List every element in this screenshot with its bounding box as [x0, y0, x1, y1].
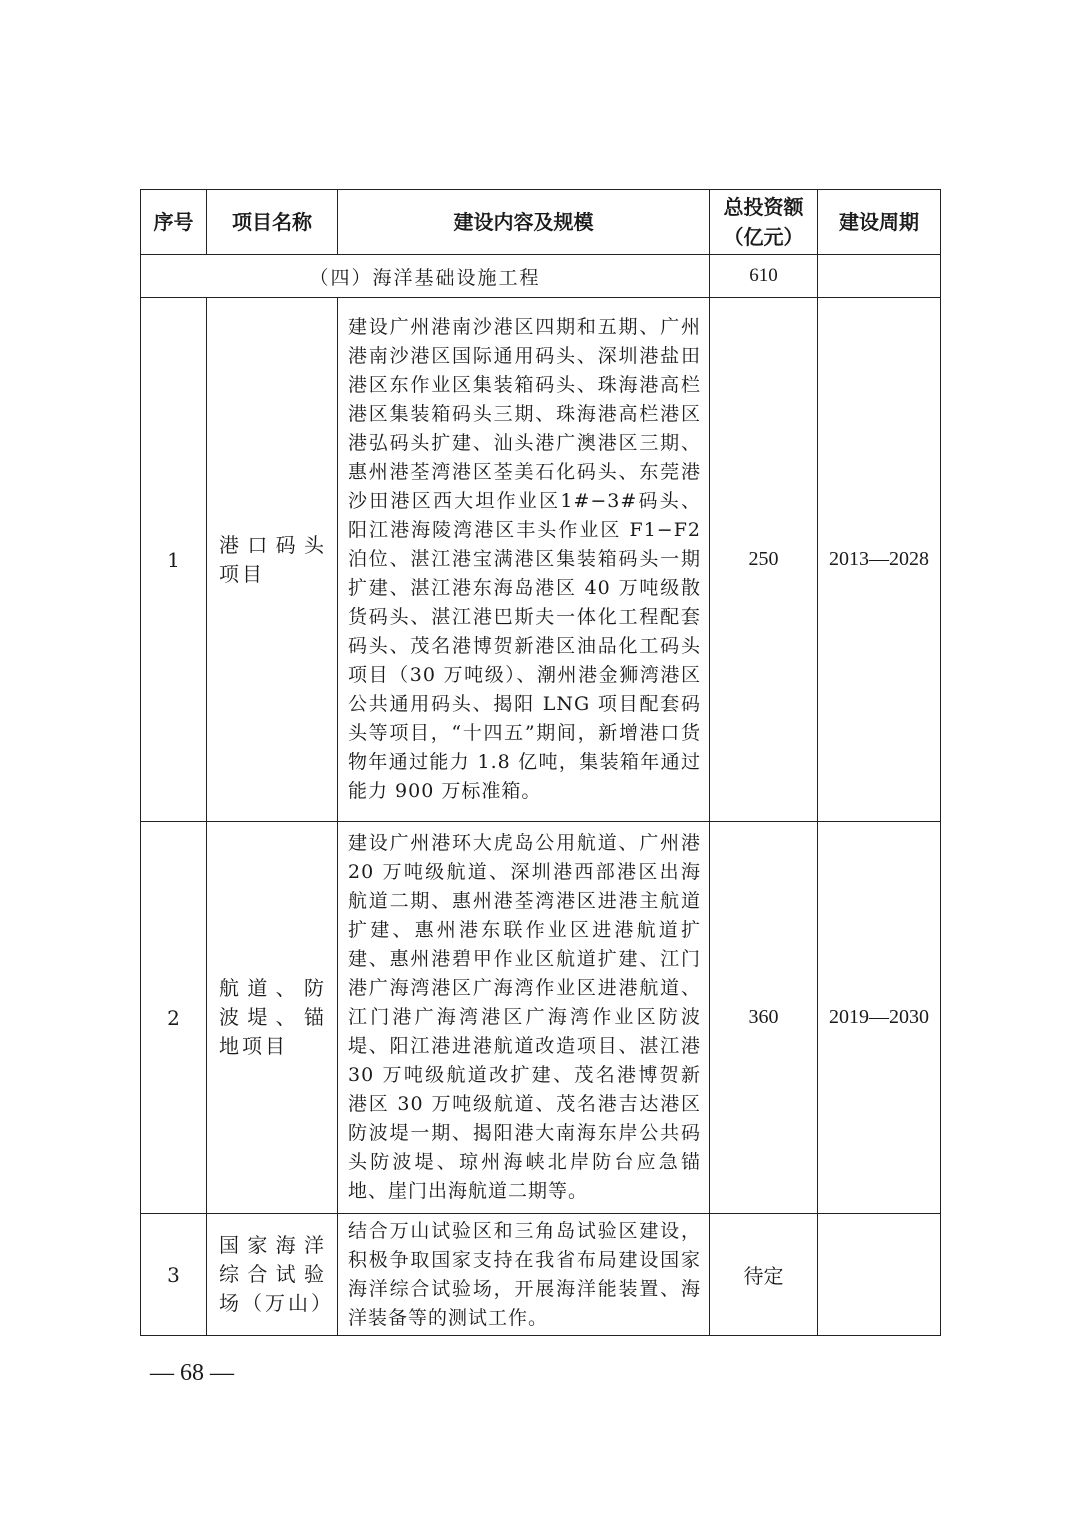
row-investment: 360: [710, 822, 818, 1214]
header-name: 项目名称: [207, 190, 338, 255]
row-seq: 2: [141, 822, 207, 1214]
row-period: 2013—2028: [818, 298, 941, 822]
row-name: 国家海洋综合试验场（万山）: [207, 1214, 338, 1336]
project-table: [140, 189, 941, 1336]
row-investment: 待定: [710, 1214, 818, 1336]
row-name: 港口码头项目: [207, 298, 338, 822]
table-row: [141, 1214, 941, 1336]
row-period: [818, 1214, 941, 1336]
row-seq: 3: [141, 1214, 207, 1336]
section-row: [141, 255, 941, 298]
header-content: 建设内容及规模: [338, 190, 710, 255]
row-name: 航道、防波堤、锚地项目: [207, 822, 338, 1214]
header-seq: 序号: [141, 190, 207, 255]
page-number: — 68 —: [150, 1360, 234, 1386]
row-seq: 1: [141, 298, 207, 822]
row-content: 建设广州港南沙港区四期和五期、广州港南沙港区国际通用码头、深圳港盐田港区东作业区集装箱码头、珠海港高栏港区集装箱码头三期、珠海港高栏港区港弘码头扩建、汕头港广澳港区三期、惠州港荃湾港区荃美石化码头、东莞港沙田港区西大坦作业区1#−3#码头、阳江港海陵湾港区丰头作业区 F1−F2 泊位、湛江港宝满港区集装箱码头一期扩建、湛江港东海岛港区 40 万吨级散货码头、湛江港巴斯夫一体化工程配套码头、茂名港博贺新港区油品化工码头项目（30 万吨级）、潮州港金狮湾港区公共通用码头、揭阳 LNG 项目配套码头等项目，“十四五”期间，新增港口货物年通过能力 1.8 亿吨，集装箱年通过能力 900 万标准箱。: [338, 298, 710, 822]
header-period: 建设周期: [818, 190, 941, 255]
table-row: [141, 822, 941, 1214]
row-investment: 250: [710, 298, 818, 822]
table-row: [141, 298, 941, 822]
row-period: 2019—2030: [818, 822, 941, 1214]
section-period: [818, 255, 941, 298]
section-title: （四）海洋基础设施工程: [141, 255, 710, 298]
row-content: 建设广州港环大虎岛公用航道、广州港 20 万吨级航道、深圳港西部港区出海航道二期、惠州港荃湾港区进港主航道扩建、惠州港东联作业区进港航道扩建、惠州港碧甲作业区航道扩建、江门港广海湾港区广海湾作业区进港航道、江门港广海湾港区广海湾作业区防波堤、阳江港进港航道改造项目、湛江港 30 万吨级航道改扩建、茂名港博贺新港区 30 万吨级航道、茂名港吉达港区防波堤一期、揭阳港大南海东岸公共码头防波堤、琼州海峡北岸防台应急锚地、崖门出海航道二期等。: [338, 822, 710, 1214]
section-investment: 610: [710, 255, 818, 298]
row-content: 结合万山试验区和三角岛试验区建设，积极争取国家支持在我省布局建设国家海洋综合试验场，开展海洋能装置、海洋装备等的测试工作。: [338, 1214, 710, 1336]
table-header-row: [141, 190, 941, 255]
header-investment: 总投资额（亿元）: [710, 190, 818, 255]
